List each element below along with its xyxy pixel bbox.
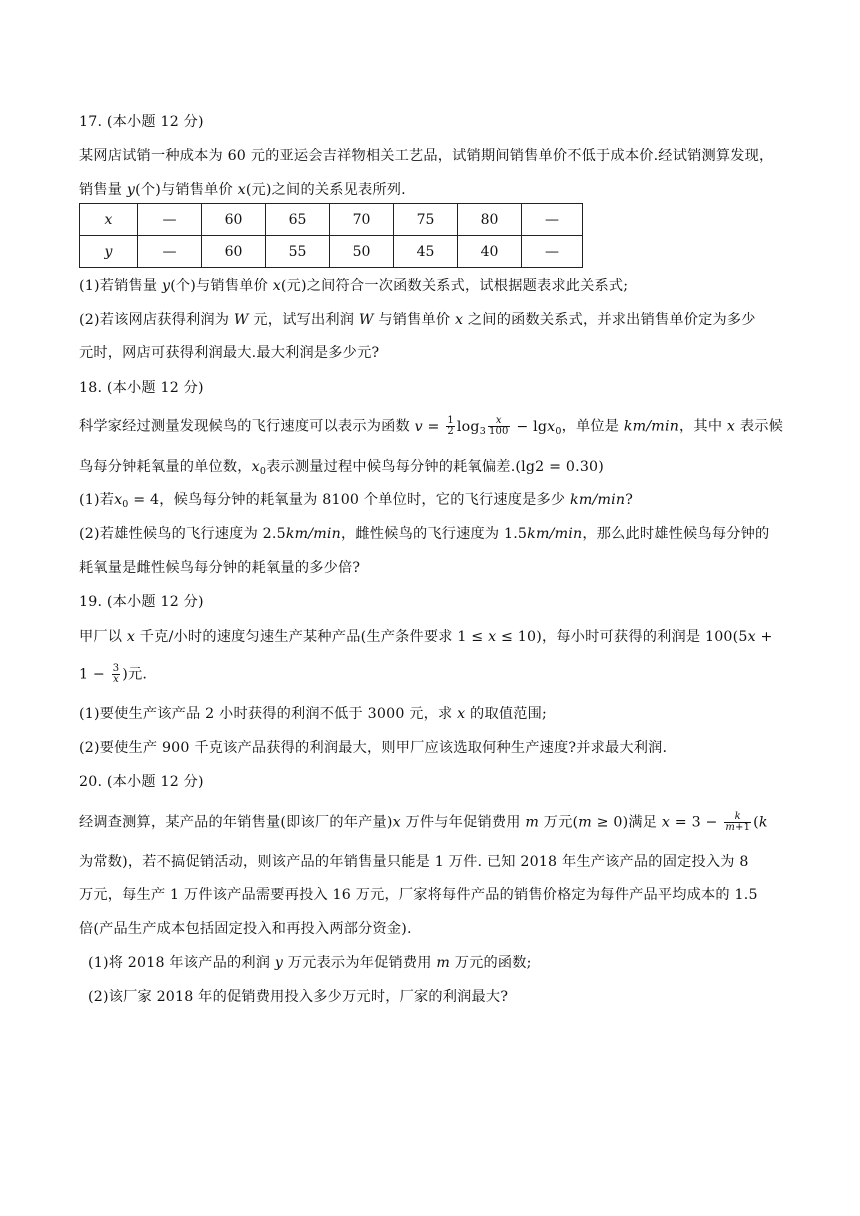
table-cell: 60 xyxy=(202,204,266,236)
q20-line3: 万元，每生产 1 万件该产品需要再投入 16 万元，厂家将每件产品的销售价格定为每件产品平均成本的 1.5 xyxy=(79,887,758,903)
speed-formula: v = $\frac{1}{2}$ $\log_3$ $\frac{x}{100}$ − lgx$_0$ xyxy=(414,415,562,437)
table-cell: 75 xyxy=(394,204,458,236)
q17-intro-line1: 某网店试销一种成本为 60 元的亚运会吉祥物相关工艺品，试销期间销售单价不低于成本价.经试销测算发现， xyxy=(79,148,774,164)
q18-part2-line1: (2)若雄性候鸟的飞行速度为 2.5km/min，雌性候鸟的飞行速度为 1.5km/min，那么此时雄性候鸟每分钟的 xyxy=(79,526,770,542)
q19-header: 19. (本小题 12 分) xyxy=(79,594,204,610)
q18-line1: 科学家经过测量发现候鸟的飞行速度可以表示为函数 v = $\frac{1}{2}$ $\log_3$ $\frac{x}{100}$ − lgx$_0$，单位是 km/min，其中 x 表示候 xyxy=(79,415,783,437)
q18-part2-line2: 耗氧量是雌性候鸟每分钟的耗氧量的多少倍? xyxy=(79,560,361,576)
table-cell-label: x xyxy=(80,204,138,236)
q17-header: 17. (本小题 12 分) xyxy=(79,114,204,130)
q20-header: 20. (本小题 12 分) xyxy=(79,774,204,790)
q17-part2-line2: 元时，网店可获得利润最大.最大利润是多少元? xyxy=(79,345,380,361)
table-cell: 45 xyxy=(394,236,458,268)
table-cell: 50 xyxy=(330,236,394,268)
q17-part1: (1)若销售量 y(个)与销售单价 x(元)之间符合一次函数关系式，试根据题表求此关系式; xyxy=(79,278,629,294)
table-cell: — xyxy=(138,236,202,268)
table-cell: — xyxy=(522,204,583,236)
q19-part2: (2)要使生产 900 千克该产品获得的利润最大，则甲厂应该选取何种生产速度?并求最大利润. xyxy=(79,740,668,756)
table-cell: 40 xyxy=(458,236,522,268)
q20-line2: 为常数)，若不搞促销活动，则该产品的年销售量只能是 1 万件. 已知 2018 年生产该产品的固定投入为 8 xyxy=(79,854,749,870)
q19-line1: 甲厂以 x 千克/小时的速度匀速生产某种产品(生产条件要求 1 ≤ x ≤ 10)，每小时可获得的利润是 100(5x + xyxy=(79,629,773,645)
q20-part2: (2)该厂家 2018 年的促销费用投入多少万元时，厂家的利润最大? xyxy=(88,989,509,1005)
fraction-k-over-m-plus-1: $\frac{k}{m+1}$ xyxy=(725,811,751,833)
table-cell-label: y xyxy=(80,236,138,268)
table-row-x xyxy=(80,204,583,236)
q17-part2-line1: (2)若该网店获得利润为 W 元，试写出利润 W 与销售单价 x 之间的函数关系式，并求出销售单价定为多少 xyxy=(79,312,756,328)
q18-part1: (1)若$x_0 = 4$，候鸟每分钟的耗氧量为 8100 个单位时，它的飞行速度是多少 km/min? xyxy=(79,492,633,510)
q19-part1: (1)要使生产该产品 2 小时获得的利润不低于 3000 元，求 x 的取值范围; xyxy=(79,706,547,722)
fraction-3-over-x: $\frac{3}{x}$ xyxy=(112,663,120,685)
table-cell: 55 xyxy=(266,236,330,268)
table-row-y xyxy=(80,236,583,268)
q17-value-table xyxy=(79,203,583,268)
q17-intro-line2: 销售量 y(个)与销售单价 x(元)之间的关系见表所列. xyxy=(79,182,406,198)
table-cell: 80 xyxy=(458,204,522,236)
table-cell: — xyxy=(522,236,583,268)
table-cell: 65 xyxy=(266,204,330,236)
table-cell: 60 xyxy=(202,236,266,268)
q19-line2: 1 − $\frac{3}{x}$ )元. xyxy=(79,663,148,685)
q18-header: 18. (本小题 12 分) xyxy=(79,380,204,396)
table-cell: — xyxy=(138,204,202,236)
table-cell: 70 xyxy=(330,204,394,236)
q20-part1: (1)将 2018 年该产品的利润 y 万元表示为年促销费用 m 万元的函数; xyxy=(88,955,532,971)
q18-line2: 鸟每分钟耗氧量的单位数，$x_0$表示测量过程中候鸟每分钟的耗氧偏差.(lg2 = 0.30) xyxy=(79,459,605,477)
q20-line4: 倍(产品生产成本包括固定投入和再投入两部分资金). xyxy=(79,921,412,937)
q20-line1: 经调查测算，某产品的年销售量(即该厂的年产量)x 万件与年促销费用 m 万元(m ≥ 0)满足 x = 3 − $\frac{k}{m+1}$ (k xyxy=(79,811,768,833)
